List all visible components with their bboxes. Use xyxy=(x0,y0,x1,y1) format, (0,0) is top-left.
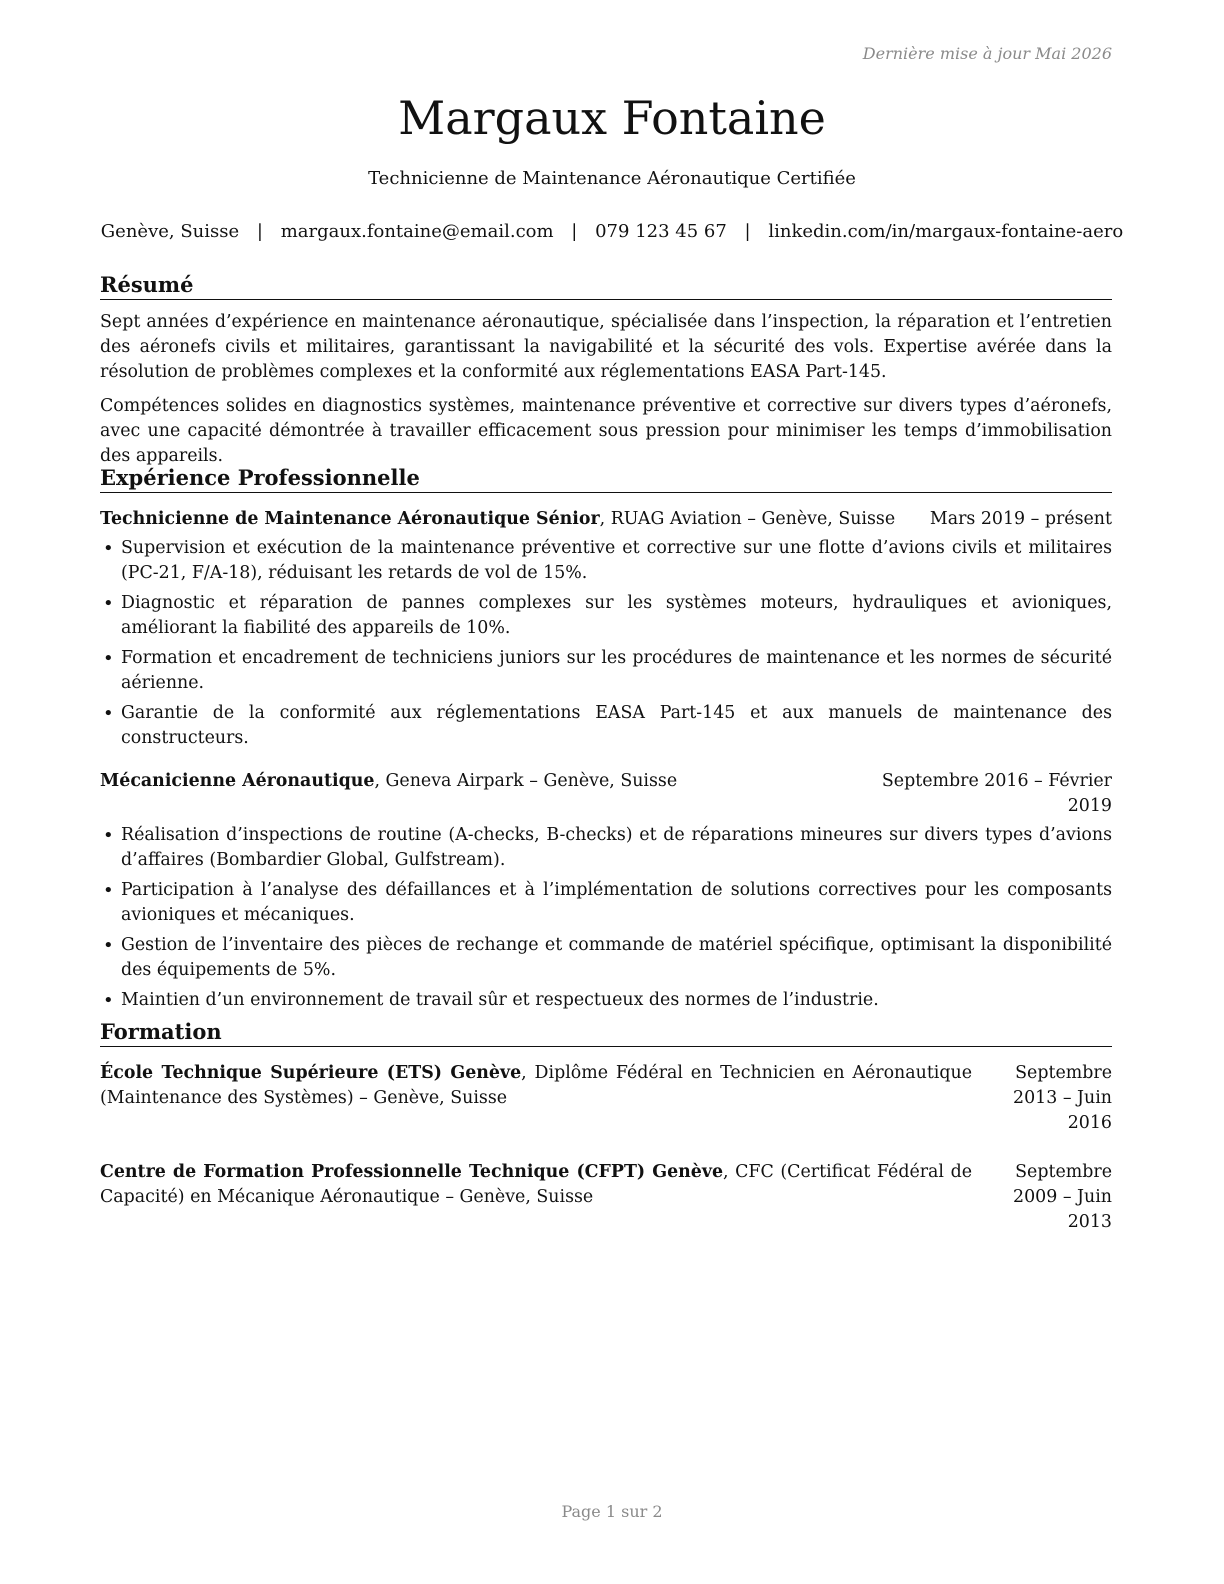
job-company: , Geneva Airpark – Genève, Suisse xyxy=(374,771,678,791)
job-bullets xyxy=(100,536,1112,751)
candidate-name: Margaux Fontaine xyxy=(398,91,826,145)
contact-separator: | xyxy=(256,221,263,242)
education-school-detail xyxy=(100,1160,972,1235)
section-title-summary: Résumé xyxy=(100,271,1112,300)
experience-section xyxy=(100,464,1112,1018)
education-school: École Technique Supérieure (ETS) Genève xyxy=(100,1063,522,1083)
list-item: • Supervision et exécution de la maintenance préventive et corrective sur une flotte d’avions civils et militaires (PC-21, F/A-18), réduisant les retards de vol de 15%. xyxy=(100,536,1112,586)
contact-email[interactable]: margaux.fontaine@email.com xyxy=(280,221,554,242)
education-dates: Septembre 2013 – Juin 2016 xyxy=(1013,1063,1112,1133)
contact-location: Genève, Suisse xyxy=(100,221,240,242)
job-role-company xyxy=(100,769,677,819)
job-dates: Mars 2019 – présent xyxy=(929,509,1112,529)
list-item: • Formation et encadrement de techniciens juniors sur les procédures de maintenance et les normes de sécurité aérienne. xyxy=(100,646,1112,696)
job-role: Technicienne de Maintenance Aéronautique Sénior xyxy=(100,509,600,529)
page-number: Page 1 sur 2 xyxy=(561,1502,663,1521)
job-role: Mécanicienne Aéronautique xyxy=(100,771,375,791)
list-item: • Diagnostic et réparation de pannes complexes sur les systèmes moteurs, hydrauliques et avioniques, améliorant la fiabilité des appareils de 10%. xyxy=(100,591,1112,641)
job-role-company xyxy=(100,507,895,532)
job-entry xyxy=(100,507,1112,751)
list-item: • Gestion de l’inventaire des pièces de rechange et commande de matériel spécifique, optimisant la disponibilité des équipements de 5%. xyxy=(100,933,1112,983)
education-school: Centre de Formation Professionnelle Technique (CFPT) Genève xyxy=(100,1162,724,1182)
list-item: • Maintien d’un environnement de travail sûr et respectueux des normes de l’industrie. xyxy=(100,988,1112,1013)
job-bullets xyxy=(100,823,1112,1013)
list-item: • Garantie de la conformité aux réglementations EASA Part-145 et aux manuels de maintenance des constructeurs. xyxy=(100,701,1112,751)
education-detail: , Diplôme Fédéral en Technicien en Aéronautique (Maintenance des Systèmes) – Genève, Suisse xyxy=(100,1063,972,1108)
contact-separator: | xyxy=(571,221,578,242)
contact-phone: 079 123 45 67 xyxy=(595,221,727,242)
job-company: , RUAG Aviation – Genève, Suisse xyxy=(599,509,896,529)
list-item: • Participation à l’analyse des défaillances et à l’implémentation de solutions correctives pour les composants avioniques et mécaniques. xyxy=(100,878,1112,928)
contact-linkedin[interactable]: linkedin.com/in/margaux-fontaine-aero xyxy=(768,221,1124,242)
education-section xyxy=(100,1018,1112,1235)
education-entry xyxy=(100,1160,1112,1235)
last-updated: Dernière mise à jour Mai 2026 xyxy=(862,44,1112,63)
section-title-education: Formation xyxy=(100,1018,1112,1047)
education-detail: , CFC (Certificat Fédéral de Capacité) en Mécanique Aéronautique – Genève, Suisse xyxy=(100,1162,972,1207)
contact-separator: | xyxy=(744,221,751,242)
job-header xyxy=(100,507,1112,532)
education-school-detail xyxy=(100,1061,972,1136)
list-item: • Réalisation d’inspections de routine (A-checks, B-checks) et de réparations mineures sur divers types d’avions d’affaires (Bombardier Global, Gulfstream). xyxy=(100,823,1112,873)
summary-paragraph: Compétences solides en diagnostics systèmes, maintenance préventive et corrective sur divers types d’aéronefs, avec une capacité démontrée à travailler efficacement sous pression pour minimiser les temps d’immobilisation des appareils. xyxy=(100,396,1112,466)
candidate-title: Technicienne de Maintenance Aéronautique Certifiée xyxy=(368,168,856,189)
education-dates: Septembre 2009 – Juin 2013 xyxy=(1013,1162,1112,1232)
contact-line xyxy=(0,219,1224,245)
job-entry xyxy=(100,769,1112,1013)
section-title-experience: Expérience Professionnelle xyxy=(100,464,1112,493)
job-dates: Septembre 2016 – Février 2019 xyxy=(881,771,1112,816)
education-entry xyxy=(100,1061,1112,1136)
summary-paragraph: Sept années d’expérience en maintenance aéronautique, spécialisée dans l’inspection, la réparation et l’entretien des aéronefs civils et militaires, garantissant la navigabilité et la sécurité des vols. Expertise avérée dans la résolution de problèmes complexes et la conformité aux réglementations EASA Part-145. xyxy=(100,312,1112,382)
summary-section xyxy=(100,271,1112,469)
job-header xyxy=(100,769,1112,819)
